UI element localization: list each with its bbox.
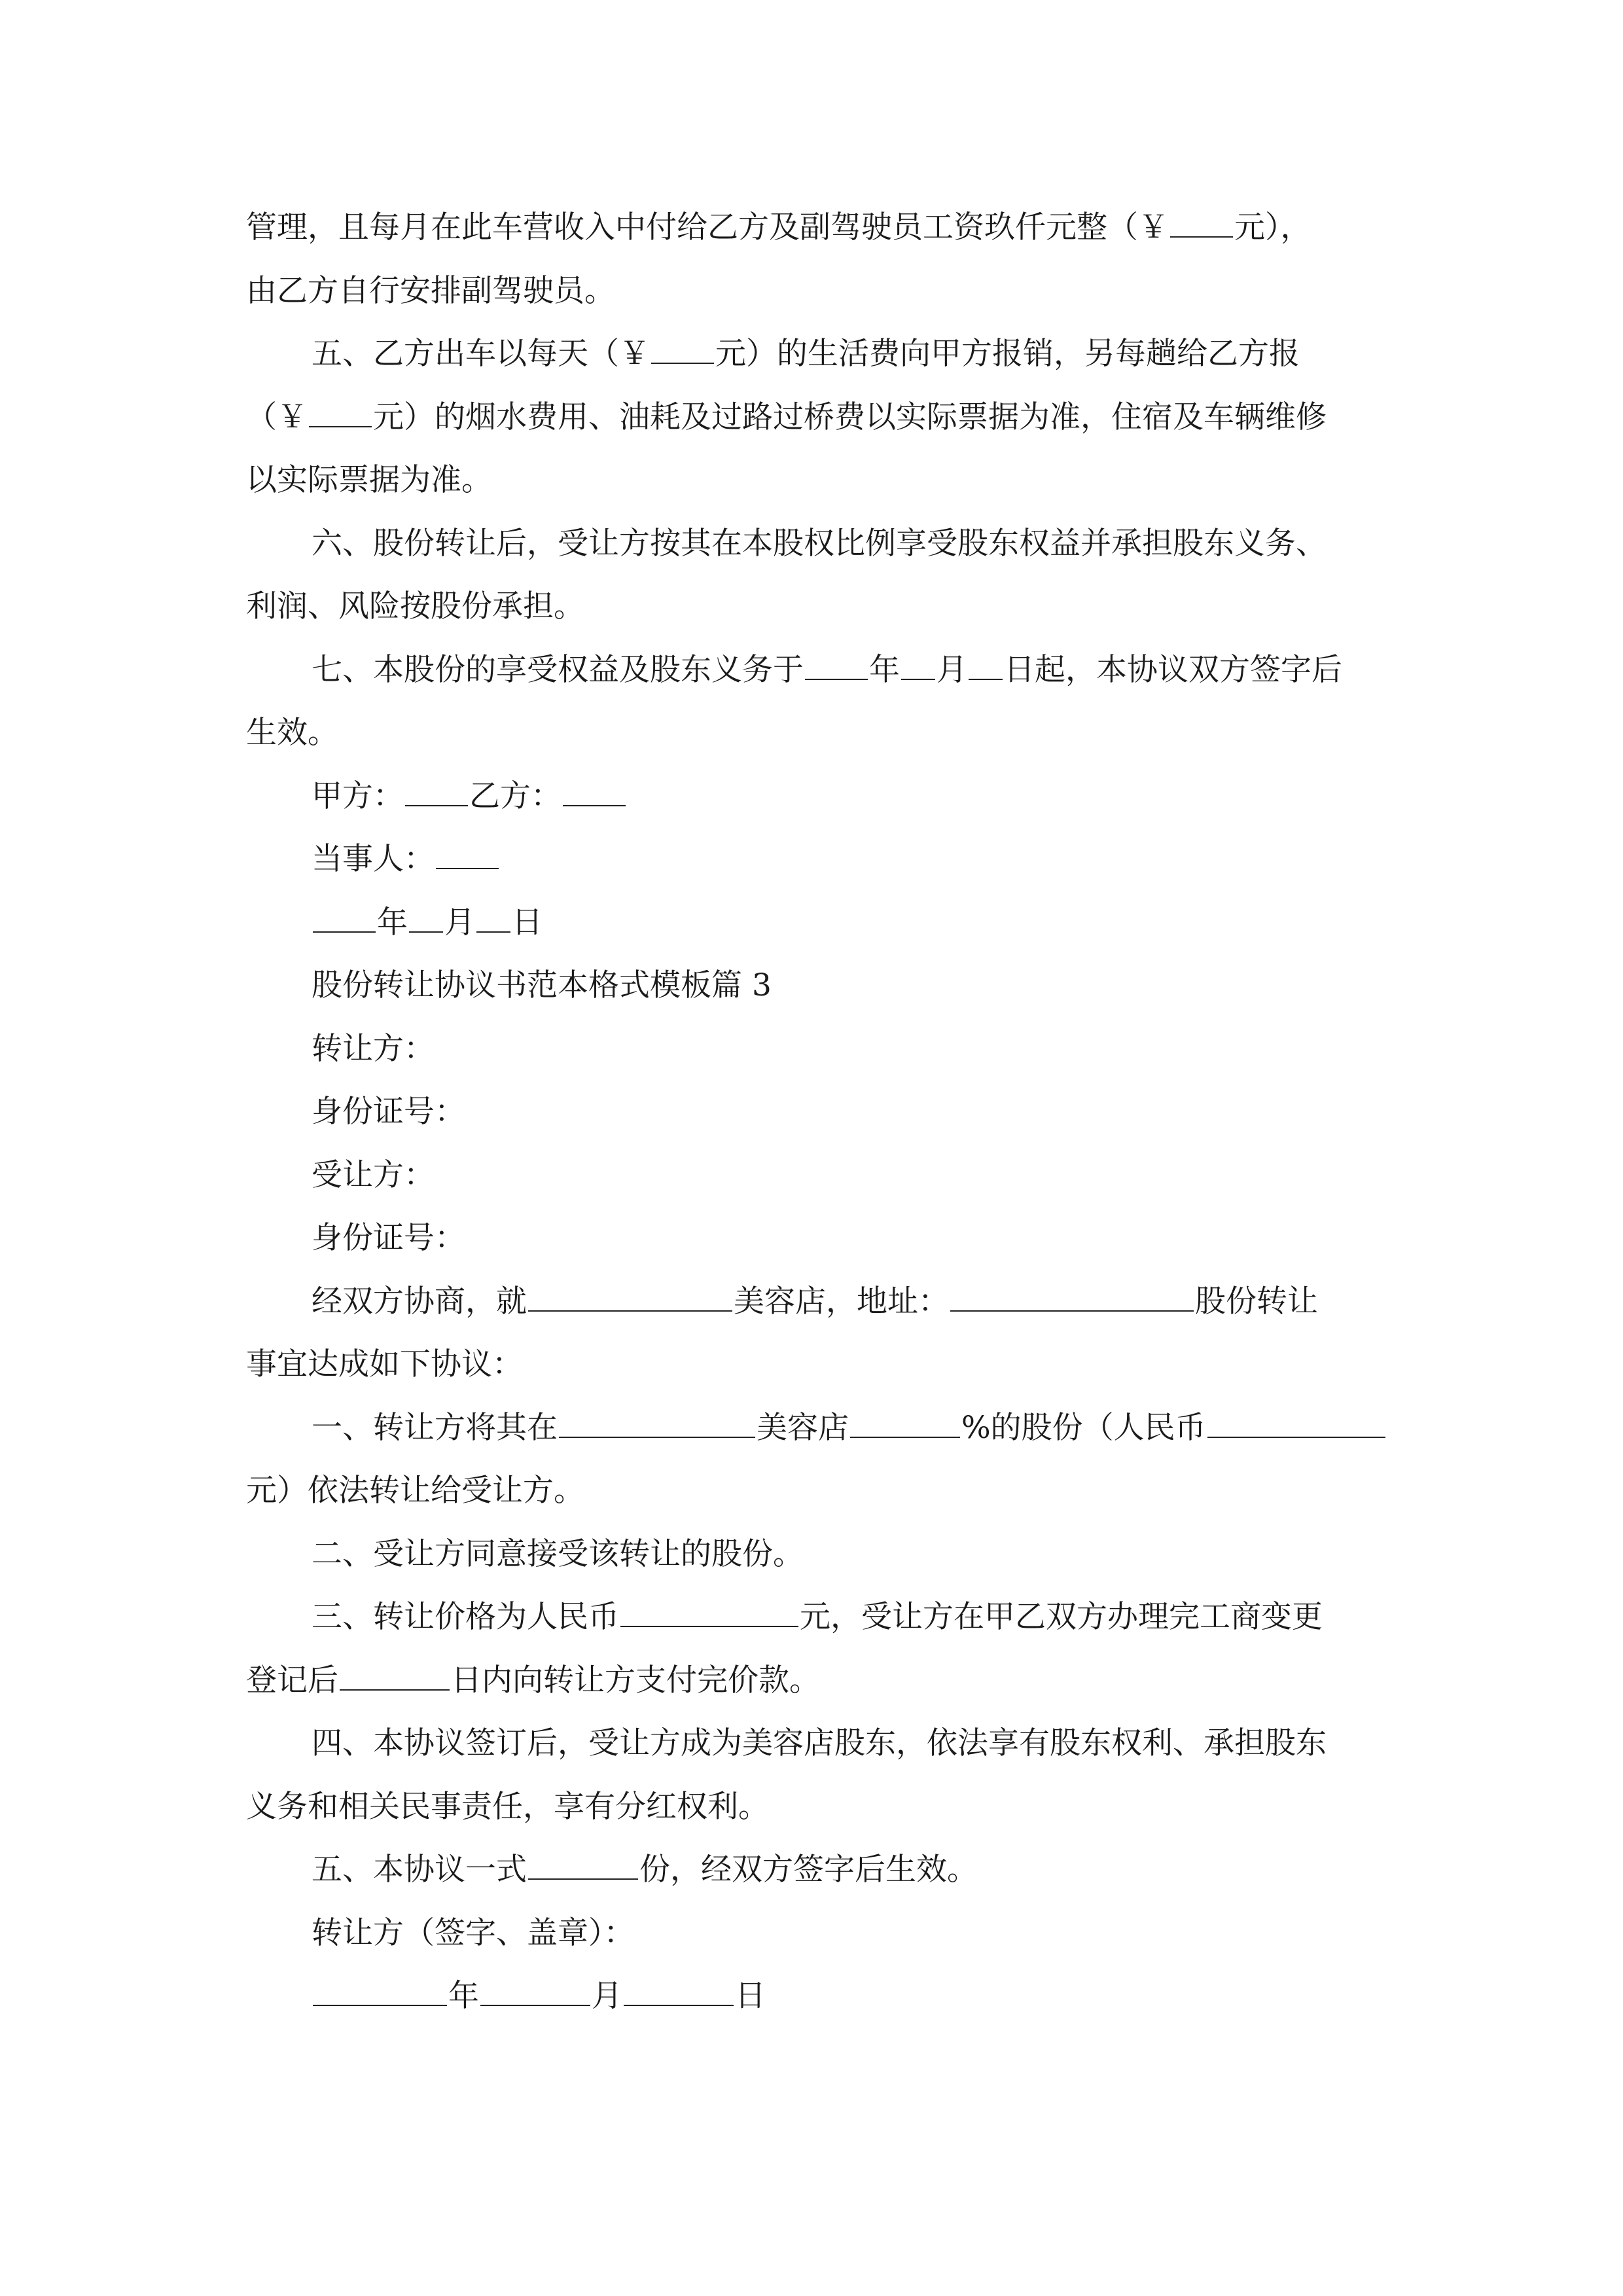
text: 受让方： [312,1157,435,1193]
text: 股份转让协议书范本格式模板篇 3 [312,967,772,1003]
text: 元，受让方在甲乙双方办理完工商变更 [800,1599,1323,1635]
clause-6-line [246,512,1378,576]
text: （￥ [246,399,308,435]
blank-party [436,842,499,869]
text: 美容店 [757,1409,849,1446]
blank-store-name [528,1284,732,1312]
signature-line [246,1902,1378,1965]
clause-5-line [246,323,1378,386]
text: 当事人： [312,841,435,877]
clause-3-line [246,1586,1378,1649]
text: 以实际票据为准。 [246,462,492,498]
text: 甲方： [312,778,404,814]
text: 年 [869,651,900,688]
text: 转让方（签字、盖章）： [312,1914,635,1951]
clause-1-line [246,1397,1378,1460]
text: 身份证号： [312,1220,465,1256]
text: 事宜达成如下协议： [246,1346,523,1382]
document-body [246,196,1378,2028]
paragraph-line [246,1776,1378,1839]
clause-2-line [246,1523,1378,1587]
text: 份，经双方签字后生效。 [639,1852,978,1888]
signature-parties-line [246,765,1378,829]
blank-day [624,1979,734,2006]
text: 年 [448,1978,479,2014]
text: 一、转让方将其在 [312,1409,558,1446]
paragraph-line [246,449,1378,512]
text: 年 [377,904,408,941]
paragraph-line [246,702,1378,765]
text: 元）， [1234,209,1311,245]
text: 月 [936,651,967,688]
text: 元）依法转让给受让方。 [246,1473,584,1509]
blank-copies [528,1852,638,1880]
field-line [246,1207,1378,1270]
paragraph-line [246,196,1378,260]
text: 五、本协议一式 [312,1852,527,1888]
text: 乙方： [469,778,562,814]
date-line [246,1965,1378,2028]
text: 日起，本协议双方签字后 [1004,651,1342,688]
text: 日内向转让方支付完价款。 [451,1662,820,1698]
clause-7-line [246,639,1378,702]
clause-4-line [246,1712,1378,1776]
blank-day [476,905,510,933]
blank-amount [1207,1410,1385,1438]
text: 由乙方自行安排副驾驶员。 [246,272,615,309]
paragraph-line [246,386,1378,450]
text: 五、乙方出车以每天（￥ [312,336,650,372]
field-line [246,1018,1378,1081]
text: 利润、风险按股份承担。 [246,588,584,624]
section-title [246,954,1378,1018]
blank-percent [850,1410,960,1438]
field-line [246,1144,1378,1208]
paragraph-line [246,260,1378,323]
blank-year [313,1979,447,2006]
text: 义务和相关民事责任，享有分红权利。 [246,1788,769,1825]
text: 日 [512,904,543,941]
text: 六、股份转让后，受让方按其在本股权比例享受股东权益并承担股东义务、 [312,525,1327,562]
blank-party-a [405,779,468,806]
text: 日 [735,1978,766,2014]
field-line [246,1081,1378,1144]
blank-field [1170,210,1233,238]
text: 经双方协商，就 [312,1283,527,1319]
text: 月 [444,904,475,941]
blank-party-b [563,779,626,806]
blank-month [901,653,935,680]
text: %的股份（人民币 [961,1409,1206,1446]
blank-address [950,1284,1194,1312]
text: 股份转让 [1195,1283,1318,1319]
party-line [246,828,1378,891]
clause-5b-line [246,1839,1378,1902]
text: 生效。 [246,715,338,751]
blank-month [409,905,443,933]
paragraph-line [246,575,1378,639]
blank-store-name [559,1410,755,1438]
blank-month [480,1979,590,2006]
blank-year [313,905,376,933]
text: 美容店，地址： [734,1283,949,1319]
paragraph-line [246,1649,1378,1713]
blank-days [340,1663,450,1691]
blank-field [651,336,714,364]
text: 月 [592,1978,622,2014]
blank-price [620,1600,798,1627]
paragraph-line [246,1270,1378,1334]
text: 元）的生活费向甲方报销，另每趟给乙方报 [715,336,1300,372]
blank-day [969,653,1003,680]
text: 元）的烟水费用、油耗及过路过桥费以实际票据为准，住宿及车辆维修 [373,399,1327,435]
paragraph-line [246,1333,1378,1397]
text: 二、受让方同意接受该转让的股份。 [312,1535,804,1572]
text: 管理，且每月在此车营收入中付给乙方及副驾驶员工资玖仟元整（￥ [246,209,1169,245]
blank-field [309,400,372,427]
text: 三、转让价格为人民币 [312,1599,619,1635]
text: 转让方： [312,1030,435,1067]
text: 七、本股份的享受权益及股东义务于 [312,651,804,688]
date-line [246,891,1378,955]
text: 身份证号： [312,1094,465,1130]
blank-year [805,653,868,680]
paragraph-line [246,1460,1378,1523]
text: 登记后 [246,1662,338,1698]
text: 四、本协议签订后，受让方成为美容店股东，依法享有股东权利、承担股东 [312,1725,1327,1761]
